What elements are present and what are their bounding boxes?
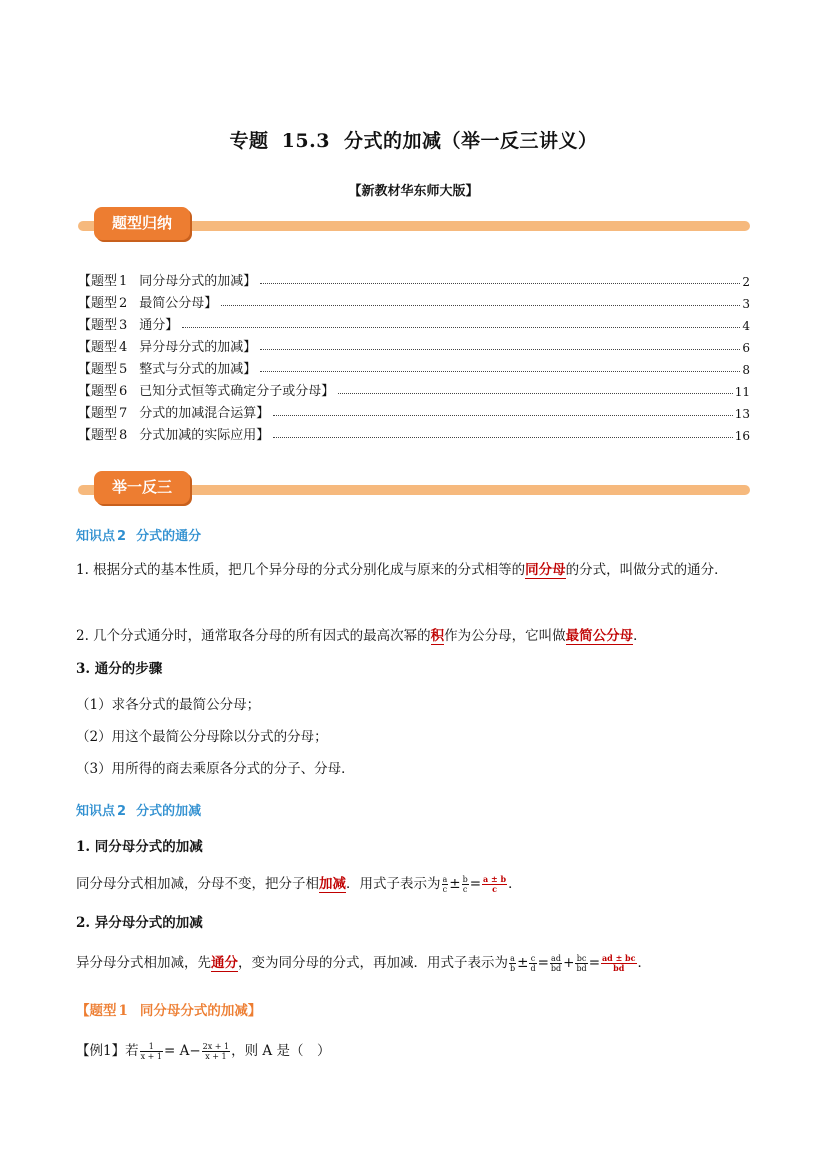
paragraph-1: 1. 根据分式的基本性质，把几个异分母的分式分别化成与原来的分式相等的同分母的分式，叫做分式的通分． <box>76 562 728 578</box>
toc-leader <box>221 305 740 306</box>
toc-leader <box>260 349 740 350</box>
toc-label: 【题型 6 已知分式恒等式确定分子或分母】 <box>78 384 335 399</box>
example-1: 【例1】若 $\frac{1}{x + 1}$ = A− $\frac{2x + 1}{x + 1}$ ，则 A 是（ ） <box>76 1042 331 1061</box>
highlight-term: 通分 <box>211 955 238 971</box>
fraction-result: $\frac{ad \pm bc}{bd}$ <box>602 953 636 973</box>
toc-label: 【题型 2 最简公分母】 <box>78 296 218 311</box>
toc-page-number: 3 <box>742 297 750 311</box>
toc-leader <box>273 415 732 416</box>
toc-page-number: 8 <box>742 363 750 377</box>
toc-row[interactable] <box>78 399 750 421</box>
toc-row[interactable] <box>78 355 750 377</box>
knowledge-point-heading: 知识点 2 分式的加减 <box>76 804 202 819</box>
subheading-same-denominator: 1. 同分母分式的加减 <box>76 839 203 855</box>
step-3: （3）用所得的商去乘原各分式的分子、分母． <box>76 761 355 777</box>
fraction: $\frac{2x + 1}{x + 1}$ <box>202 1042 230 1061</box>
highlight-term: 最简公分母 <box>565 628 634 644</box>
toc-row[interactable] <box>78 267 750 289</box>
practice-banner-label: 举一反三 <box>94 471 190 504</box>
toc-row[interactable] <box>78 289 750 311</box>
paragraph-2: 2. 几个分式通分时，通常取各分母的所有因式的最高次幂的积作为公分母，它叫做最简公分母． <box>76 628 647 644</box>
step-2: （2）用这个最简公分母除以分式的分母； <box>76 729 328 745</box>
toc-leader <box>273 437 732 438</box>
toc-row[interactable] <box>78 311 750 333</box>
toc-row[interactable] <box>78 333 750 355</box>
toc-row[interactable] <box>78 377 750 399</box>
highlight-term: 加减 <box>319 876 346 892</box>
toc-label: 【题型 4 异分母分式的加减】 <box>78 340 257 355</box>
fraction: $\frac{bc}{bd}$ <box>576 954 587 973</box>
practice-banner <box>78 471 750 511</box>
table-of-contents <box>78 267 750 443</box>
toc-label: 【题型 1 同分母分式的加减】 <box>78 274 257 289</box>
topic-heading: 【题型 1 同分母分式的加减】 <box>76 1003 262 1019</box>
different-denominator-rule: 异分母分式相加减，先通分，变为同分母的分式，再加减．用式子表示为 $\frac{a}{b}$ ± $\frac{c}{d}$ = $\frac{ad}{bd}$ + $\frac{bc}{bd}$ = $\frac{ad \pm bc}{bd}$ ． <box>76 953 652 973</box>
toc-banner <box>78 207 750 247</box>
toc-page-number: 13 <box>734 407 750 421</box>
toc-page-number: 2 <box>742 275 750 289</box>
toc-leader <box>260 371 740 372</box>
toc-page-number: 4 <box>742 319 750 333</box>
toc-label: 【题型 8 分式加减的实际应用】 <box>78 428 270 443</box>
toc-label: 【题型 7 分式的加减混合运算】 <box>78 406 270 421</box>
highlight-term: 同分母 <box>525 562 566 578</box>
highlight-term: 积 <box>430 628 445 644</box>
toc-label: 【题型 3 通分】 <box>78 318 179 333</box>
toc-banner-label: 题型归纳 <box>94 207 190 240</box>
paragraph-3: 3. 通分的步骤 <box>76 661 163 677</box>
toc-page-number: 11 <box>734 385 750 399</box>
fraction: $\frac{b}{c}$ <box>462 875 468 894</box>
page-title: 专题 15.3 分式的加减（举一反三讲义） <box>229 130 598 152</box>
fraction-result: $\frac{a \pm b}{c}$ <box>483 874 507 894</box>
toc-page-number: 16 <box>734 429 750 443</box>
same-denominator-rule: 同分母分式相加减，分母不变，把分子相加减．用式子表示为 $\frac{a}{c}$ ± $\frac{b}{c}$ = $\frac{a \pm b}{c}$ ． <box>76 874 522 894</box>
toc-label: 【题型 5 整式与分式的加减】 <box>78 362 257 377</box>
fraction: $\frac{a}{c}$ <box>442 875 448 894</box>
fraction: $\frac{1}{x + 1}$ <box>140 1042 162 1061</box>
toc-page-number: 6 <box>742 341 750 355</box>
fraction: $\frac{c}{d}$ <box>530 954 536 973</box>
page-subtitle: 【新教材华东师大版】 <box>348 184 479 199</box>
subheading-different-denominator: 2. 异分母分式的加减 <box>76 915 203 931</box>
toc-row[interactable] <box>78 421 750 443</box>
fraction: $\frac{a}{b}$ <box>510 954 516 973</box>
step-1: （1）求各分式的最简公分母； <box>76 697 261 713</box>
toc-leader <box>182 327 740 328</box>
knowledge-point-heading: 知识点 2 分式的通分 <box>76 529 202 544</box>
toc-leader <box>260 283 740 284</box>
toc-leader <box>338 393 732 394</box>
fraction: $\frac{ad}{bd}$ <box>550 954 562 973</box>
